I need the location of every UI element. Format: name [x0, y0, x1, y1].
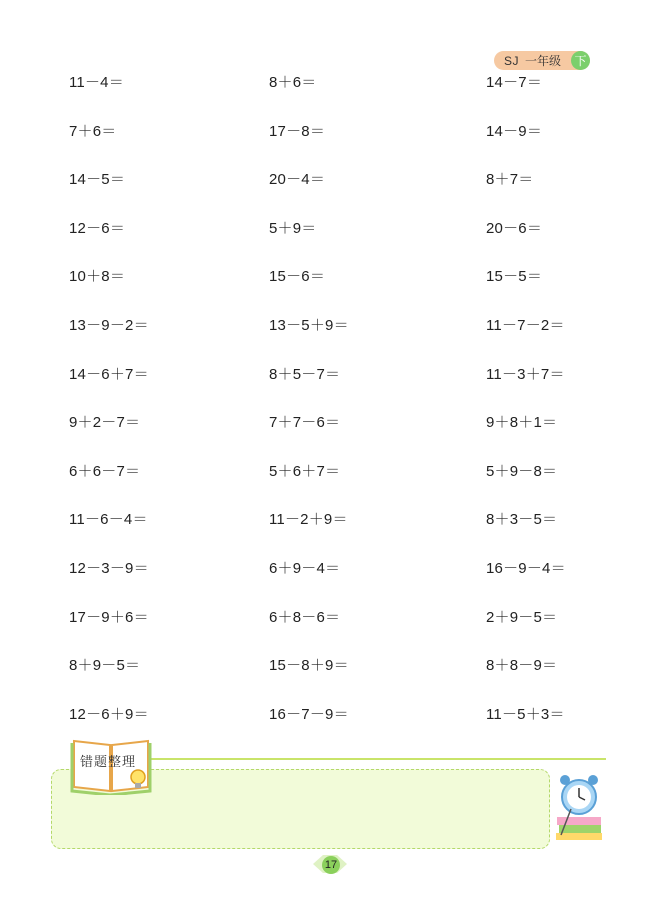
problem-item: 11－6－4＝ [69, 511, 148, 529]
term-badge: 下 [571, 51, 590, 70]
problem-item: 15－8＋9＝ [269, 657, 349, 675]
problem-item: 8＋9－5＝ [69, 657, 141, 675]
series-code: SJ [504, 53, 520, 68]
grade-tag [494, 51, 590, 70]
problem-item: 20－6＝ [486, 219, 543, 237]
problem-item: 14－9＝ [486, 122, 543, 140]
problem-item: 5＋9＝ [269, 219, 317, 237]
problem-item: 8＋5－7＝ [269, 365, 341, 383]
problem-item: 17－9＋6＝ [69, 608, 149, 626]
section-divider [150, 758, 606, 760]
problem-item: 2＋9－5＝ [486, 608, 558, 626]
problem-item: 6＋8－6＝ [269, 608, 341, 626]
problem-item: 9＋8＋1＝ [486, 414, 558, 432]
problem-item: 11－5＋3＝ [486, 705, 565, 723]
problem-item: 8＋6＝ [269, 74, 317, 91]
problem-item: 17－8＝ [269, 122, 326, 140]
problem-item: 14－6＋7＝ [69, 365, 149, 383]
problem-item: 6＋6－7＝ [69, 462, 141, 480]
problem-item: 11－4＝ [69, 74, 124, 91]
problem-item: 15－5＝ [486, 268, 543, 286]
problem-item: 6＋9－4＝ [269, 560, 341, 577]
problem-item: 5＋6＋7＝ [269, 462, 341, 480]
problem-item: 14－7＝ [486, 74, 543, 91]
problem-item: 16－7－9＝ [269, 705, 349, 723]
problem-item: 10＋8＝ [69, 268, 126, 286]
problem-item: 15－6＝ [269, 268, 326, 286]
problem-item: 9＋2－7＝ [69, 414, 141, 432]
problem-item: 14－5＝ [69, 171, 126, 189]
page-number: 17 [322, 856, 340, 874]
problem-item: 12－6＋9＝ [69, 705, 149, 723]
alarm-clock-books-icon [553, 773, 605, 841]
problem-item: 20－4＝ [269, 171, 326, 189]
problem-item: 8＋8－9＝ [486, 657, 558, 675]
wrong-section-title: 错题整理 [80, 754, 137, 769]
problem-item: 11－2＋9＝ [269, 511, 348, 529]
problem-item: 11－3＋7＝ [486, 365, 565, 383]
grade-label: 一年级 [525, 54, 562, 68]
problem-item: 13－5＋9＝ [269, 317, 349, 334]
problem-item: 13－9－2＝ [69, 317, 149, 334]
problem-item: 11－7－2＝ [486, 317, 565, 334]
problem-item: 5＋9－8＝ [486, 462, 558, 480]
problem-item: 16－9－4＝ [486, 560, 566, 577]
problem-item: 7＋6＝ [69, 122, 117, 140]
problem-item: 8＋7＝ [486, 171, 534, 189]
problem-item: 12－6＝ [69, 219, 126, 237]
problem-item: 7＋7－6＝ [269, 414, 341, 432]
problem-item: 12－3－9＝ [69, 560, 149, 577]
problem-item: 8＋3－5＝ [486, 511, 558, 529]
